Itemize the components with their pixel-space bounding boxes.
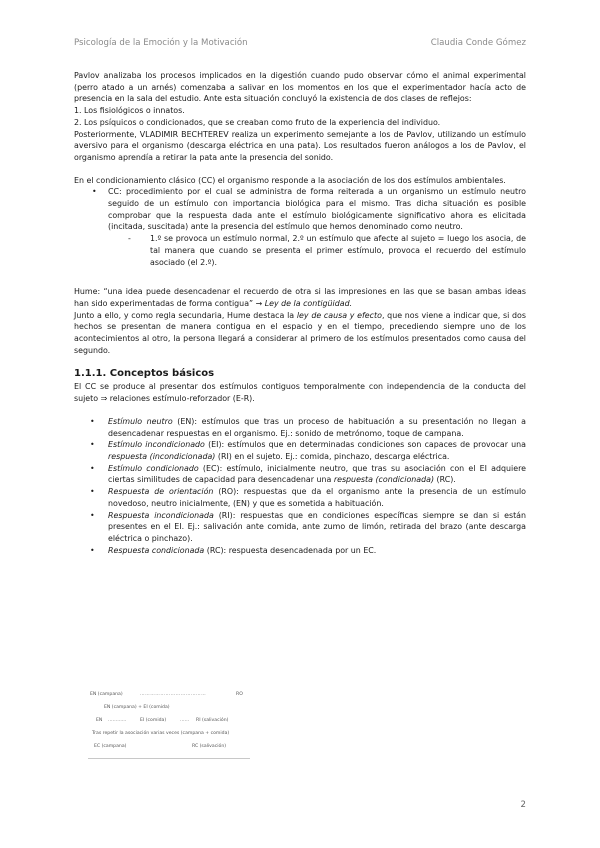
header-author: Claudia Conde Gómez <box>430 38 526 48</box>
diagram-ei: EI (comida) <box>140 718 167 723</box>
dash-marker: - <box>128 234 131 244</box>
concept-item: • Respuesta incondicionada (RI): respuestas que en condiciones específicas siempre se dan si están presentes en el EI. Ej.: salivación ante comida, ante zumo de limón, retirada del brazo (ante descarga eléctrica o pinchazo). <box>90 510 526 543</box>
concept-term: Estímulo incondicionado <box>108 440 205 450</box>
reflex-list-item-1: 1. Los fisiológicos o innatos. <box>74 106 185 116</box>
diagram-dots: ………………………………… <box>140 692 207 697</box>
concept-term: Respuesta condicionada <box>108 545 205 555</box>
concept-term: Estímulo condicionado <box>108 463 199 473</box>
concept-item: • Estímulo incondicionado (EI): estímulos que en determinadas condiciones son capaces de provocar una respuesta (incondicionada) (RI) en el sujeto. Ej.: comida, pinchazo, descarga eléctrica. <box>90 440 526 461</box>
page-content <box>74 70 526 556</box>
concept-item: • Estímulo neutro (EN): estímulos que tras un proceso de habituación a su presentación no llegan a desencadenar respuestas en el organismo. Ej.: sonido de metrónomo, toque de campana. <box>90 416 526 438</box>
diagram-en: EN (campana) <box>90 692 123 697</box>
contiguity-law: Ley de la contigüidad. <box>264 298 353 308</box>
diagram-ro: RO <box>236 692 243 697</box>
section-title: 1.1.1. Conceptos básicos <box>74 368 215 380</box>
diagram-ri: RI (salivación) <box>196 718 229 723</box>
concept-term: Estímulo neutro <box>108 416 173 426</box>
concept-term: Respuesta de orientación <box>108 487 214 497</box>
intro-paragraph: Pavlov analizaba los procesos implicados en la digestión cuando pudo observar cómo el animal experimental (perro atado a un arnés) comenzaba a salivar en los momentos en los que el experimentador hacía acto de presencia en la sala del estudio. Ante esta situación concluyó la existencia de dos clases de reflejos: <box>74 71 526 104</box>
cc-sequence-text: 1.º se provoca un estímulo normal, 2.º un estímulo que afecte al sujeto = luego los asocia, de tal manera que cuando se presenta el primer estímulo, provoca el recuerdo del estímulo asociado (el 2.º). <box>150 234 526 267</box>
section-intro: El CC se produce al presentar dos estímulos contiguos temporalmente con independencia de la conducta del sujeto ⇒ relaciones estímulo-reforzador (E-R). <box>74 382 526 404</box>
hume-quote: Hume: “una idea puede desencadenar el recuerdo de otra si las impresiones en las que se basan ambas ideas han sido experimentadas de forma contigua” → Ley de la contigüidad. <box>74 287 526 308</box>
cc-sequence-subbullet <box>74 233 526 268</box>
cc-definition-text: CC: procedimiento por el cual se administra de forma reiterada a un organismo un estímulo neutro seguido de un estímulo con importancia biológica para el mismo. Tras dicha situación es posible comprobar que la respuesta dada ante el estímulo biológicamente significativo ahora es elicitada (incitada, suscitada) ante la presencia del estímulo que hemos denominado como neutro. <box>108 187 526 232</box>
hume-cause-effect-paragraph: Junto a ello, y como regla secundaria, Hume destaca la ley de causa y efecto, que nos viene a indicar que, si dos hechos se presentan de manera contigua en el espacio y en el tiempo, precediendo siempre uno de los acontecimientos al otro, la persona llegará a considerar al primero de los estímulos presentados como causa del segundo. <box>74 310 526 355</box>
cc-definition-bullet <box>74 186 526 233</box>
page-number: 2 <box>520 800 526 810</box>
cc-paragraph: En el condicionamiento clásico (CC) el organismo responde a la asociación de los dos estímulos ambientales. <box>74 175 506 185</box>
conditioning-diagram <box>88 690 250 759</box>
header-course-title: Psicología de la Emoción y la Motivación <box>74 38 248 48</box>
diagram-repetition: Tras repetir la asociación varias veces (campana + comida) <box>92 731 230 736</box>
reflex-list-item-2: 2. Los psíquicos o condicionados, que se creaban como fruto de la experiencia del individuo. <box>74 117 441 127</box>
bechterev-paragraph: Posteriormente, VLADIMIR BECHTEREV realiza un experimento semejante a los de Pavlov, utilizando un estímulo aversivo para el organismo (descarga eléctrica en una pata). Los resultados fueron análogos a los de Pavlov, el organismo aprendía a retirar la pata ante la presencia del sonido. <box>74 129 526 162</box>
diagram-dots-2: ………… <box>108 718 127 723</box>
diagram-ec: EC (campana) <box>94 744 127 749</box>
concept-item: • Estímulo condicionado (EC): estímulo, inicialmente neutro, que tras su asociación con el EI adquiere ciertas similitudes de capacidad para desencadenar una respuesta (condicionada) (RC). <box>90 463 527 485</box>
cause-effect-law: ley de causa y efecto <box>296 310 382 320</box>
concept-item: • Respuesta condicionada (RC): respuesta desencadenada por un EC. <box>90 545 377 555</box>
diagram-pairing: EN (campana) + EI (comida) <box>104 705 170 710</box>
diagram-en-2: EN <box>96 718 103 723</box>
concept-item: • Respuesta de orientación (RO): respuestas que da el organismo ante la presencia de un estímulo novedoso, neutro inicialmente, (EN) y que es sometida a habituación. <box>90 487 526 508</box>
diagram-dots-3: …… <box>180 718 190 723</box>
diagram-rc: RC (salivación) <box>192 744 227 749</box>
concept-term: Respuesta incondicionada <box>108 510 214 520</box>
concepts-list <box>74 416 526 556</box>
page-header <box>74 38 526 52</box>
bullet-marker: • <box>92 187 97 197</box>
